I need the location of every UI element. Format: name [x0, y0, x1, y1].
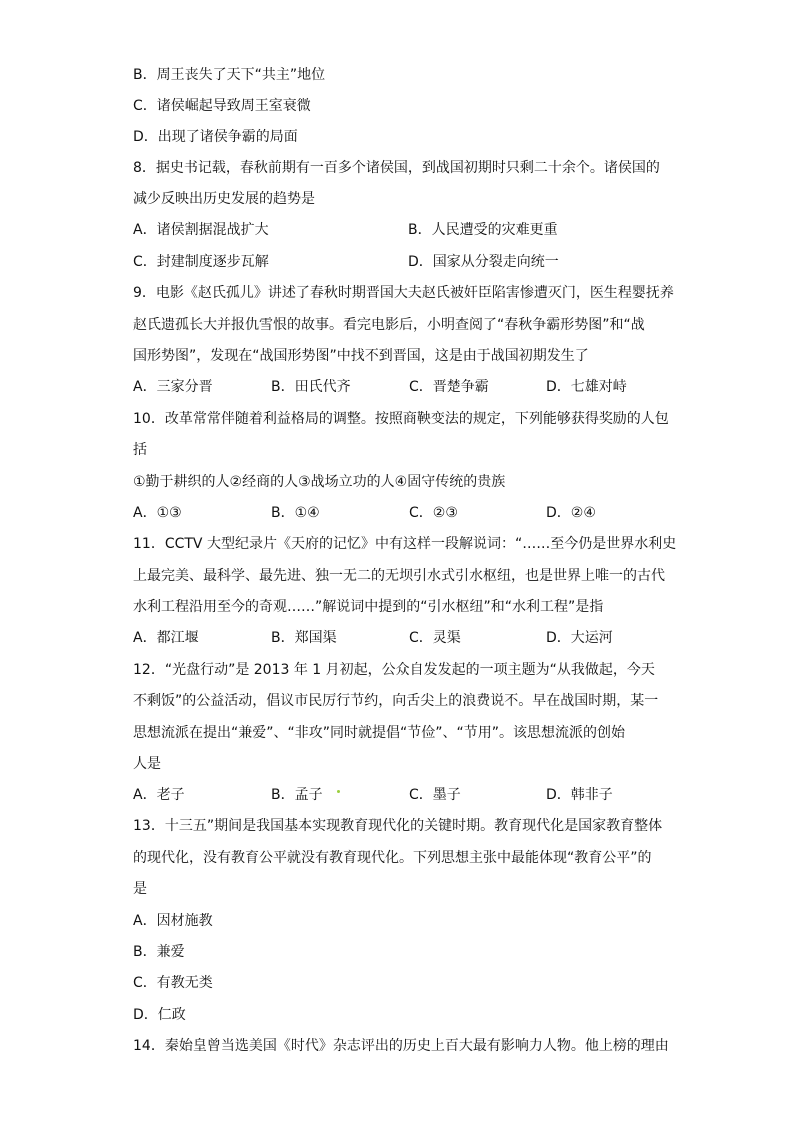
option: D．仁政 [133, 1007, 186, 1023]
question-8-stem: 减少反映出历史发展的趋势是 [133, 191, 315, 207]
text-line: C．诸侯崛起导致周王室衰微 [133, 98, 311, 114]
question-8-options-row [133, 215, 663, 246]
option: D．②④ [546, 505, 596, 521]
option: B．郑国渠 [271, 630, 337, 646]
question-11-stem: 上最完美、最科学、最先进、独一无二的无坝引水式引水枢纽，也是世界上唯一的古代 [133, 568, 665, 584]
option: D．国家从分裂走向统一 [408, 254, 559, 270]
option: B．兼爱 [133, 944, 185, 960]
option: D．韩非子 [546, 787, 613, 803]
question-10-stem: 10．改革常常伴随着利益格局的调整。按照商鞅变法的规定，下列能够获得奖励的人包 [133, 411, 669, 427]
option: A．老子 [133, 787, 185, 803]
question-10-stem: ①勤于耕织的人②经商的人③战场立功的人④固守传统的贵族 [133, 474, 506, 490]
stray-mark [337, 790, 340, 793]
option: D．七雄对峙 [546, 379, 627, 395]
question-12-stem: 12．“光盘行动”是 2013 年 1 月初起，公众自发发起的一项主题为“从我做起，今天 [133, 662, 655, 678]
option: C．封建制度逐步瓦解 [133, 254, 269, 270]
question-9-stem: 国形势图”，发现在“战国形势图”中找不到晋国，这是由于战国初期发生了 [133, 348, 589, 364]
option: A．三家分晋 [133, 379, 213, 395]
option: B．田氏代齐 [271, 379, 351, 395]
option: A．诸侯割据混战扩大 [133, 222, 269, 238]
option: D．大运河 [546, 630, 613, 646]
question-12-stem: 思想流派在提出“兼爱”、“非攻”同时就提倡“节俭”、“节用”。该思想流派的创始 [133, 725, 626, 741]
option: B．人民遭受的灾难更重 [408, 222, 558, 238]
question-9-stem: 9．电影《赵氏孤儿》讲述了春秋时期晋国大夫赵氏被奸臣陷害惨遭灭门，医生程婴抚养 [133, 285, 674, 301]
question-8-options-row [133, 247, 663, 278]
option: A．都江堰 [133, 630, 199, 646]
question-11-stem: 11．CCTV 大型纪录片《天府的记忆》中有这样一段解说词：“……至今仍是世界水利史 [133, 536, 677, 552]
question-8-stem: 8．据史书记载，春秋前期有一百多个诸侯国，到战国初期时只剩二十余个。诸侯国的 [133, 160, 660, 176]
question-9-options-row [133, 372, 663, 403]
text-line: D．出现了诸侯争霸的局面 [133, 129, 298, 145]
question-9-stem: 赵氏遗孤长大并报仇雪恨的故事。看完电影后，小明查阅了“春秋争霸形势图”和“战 [133, 317, 645, 333]
question-12-stem: 人是 [133, 756, 161, 772]
question-11-options-row [133, 623, 663, 654]
question-10-stem: 括 [133, 442, 147, 458]
question-11-stem: 水利工程沿用至今的奇观……”解说词中提到的“引水枢纽”和“水利工程”是指 [133, 599, 604, 615]
option: C．灵渠 [409, 630, 461, 646]
question-13-stem: 13．十三五”期间是我国基本实现教育现代化的关键时期。教育现代化是国家教育整体 [133, 818, 663, 834]
option: C．②③ [409, 505, 458, 521]
question-10-options-row [133, 498, 663, 529]
option: A．因材施教 [133, 913, 213, 929]
question-14-stem: 14．秦始皇曾当选美国《时代》杂志评出的历史上百大最有影响力人物。他上榜的理由 [133, 1038, 669, 1054]
option: C．晋楚争霸 [409, 379, 489, 395]
option: B．①④ [271, 505, 320, 521]
option: C．有教无类 [133, 975, 213, 991]
option: C．墨子 [409, 787, 461, 803]
option: A．①③ [133, 505, 182, 521]
question-13-stem: 的现代化，没有教育公平就没有教育现代化。下列思想主张中最能体现“教育公平”的 [133, 850, 652, 866]
text-line: B．周王丧失了天下“共主”地位 [133, 67, 326, 83]
option: B．孟子 [271, 787, 323, 803]
question-13-stem: 是 [133, 881, 147, 897]
question-12-stem: 不剩饭”的公益活动，倡议市民厉行节约，向舌尖上的浪费说不。早在战国时期，某一 [133, 693, 659, 709]
question-12-options-row [133, 780, 663, 811]
